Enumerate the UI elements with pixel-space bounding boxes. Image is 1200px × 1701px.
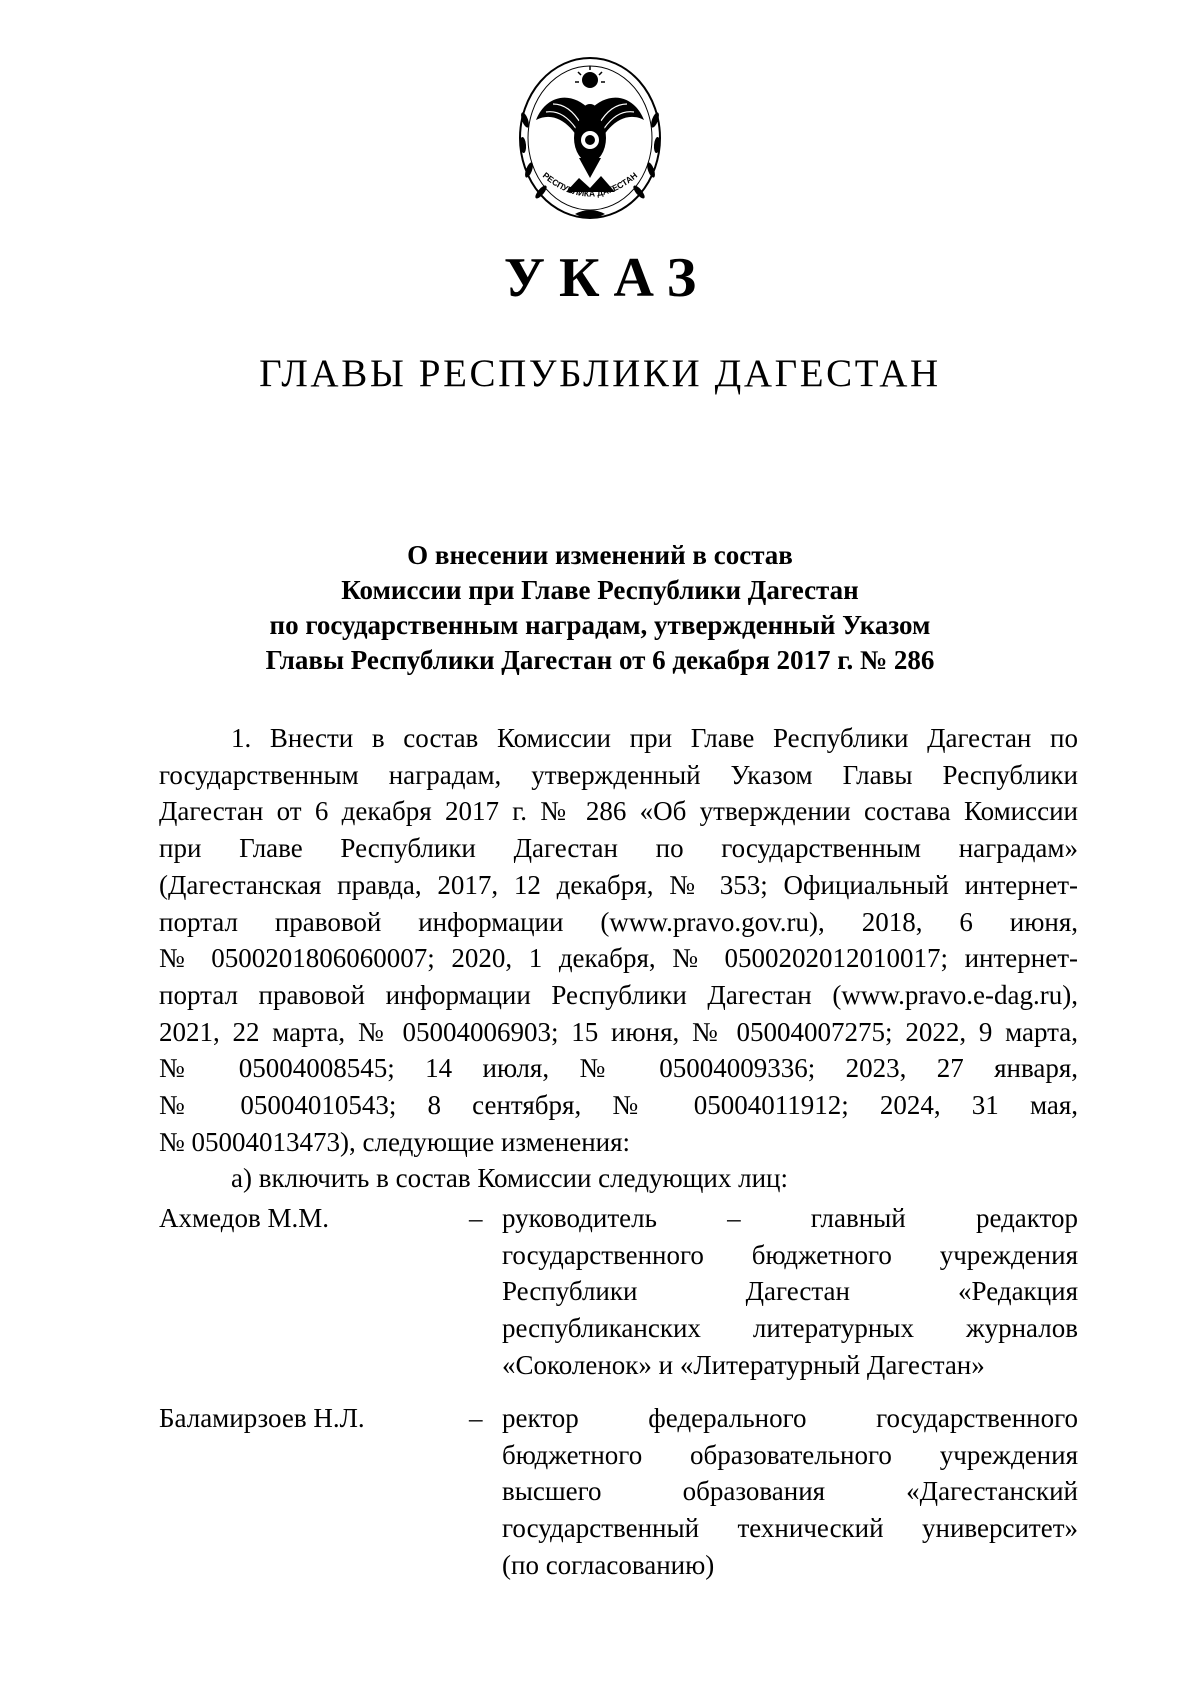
- subitem-a: а) включить в состав Комиссии следующих лиц:: [231, 1163, 789, 1194]
- paragraph-line: № 05004010543; 8 сентября, № 05004011912; 2024, 31 мая,: [159, 1090, 1078, 1121]
- member-position: [502, 1200, 1078, 1384]
- position-line: республиканских литературных журналов: [502, 1313, 1078, 1344]
- heading-line: Главы Республики Дагестан от 6 декабря 2017 г. № 286: [265, 645, 935, 675]
- paragraph-line: портал правовой информации Республики Дагестан (www.pravo.e-dag.ru),: [159, 979, 1078, 1010]
- position-line: бюджетного образовательного учреждения: [502, 1439, 1078, 1470]
- position-line: государственный технический университет»: [502, 1513, 1078, 1544]
- heading-line: по государственным наградам, утвержденный Указом: [269, 610, 931, 640]
- position-line: ректор федерального государственного: [502, 1403, 1078, 1433]
- decree-paragraph: [159, 720, 1078, 1197]
- paragraph-line: (Дагестанская правда, 2017, 12 декабря, № 353; Официальный интернет-: [159, 869, 1078, 900]
- position-line: (по согласованию): [502, 1549, 715, 1580]
- decree-heading: [150, 538, 1050, 678]
- heading-line: Комиссии при Главе Республики Дагестан: [341, 575, 859, 605]
- paragraph-line: № 05004013473), следующие изменения:: [159, 1126, 631, 1157]
- coat-of-arms-icon: [511, 50, 669, 226]
- paragraph-line: № 05004008545; 14 июля, № 05004009336; 2023, 27 января,: [159, 1053, 1078, 1084]
- position-line: «Соколенок» и «Литературный Дагестан»: [502, 1349, 985, 1380]
- position-line: государственного бюджетного учреждения: [502, 1239, 1078, 1270]
- position-line: руководитель – главный редактор: [502, 1203, 1078, 1233]
- member-dash: –: [469, 1403, 483, 1433]
- member-position: [502, 1400, 1078, 1584]
- paragraph-line: 1. Внести в состав Комиссии при Главе Республики Дагестан по: [231, 723, 1078, 753]
- member-name: Ахмедов М.М.: [159, 1203, 329, 1233]
- member-name: Баламирзоев Н.Л.: [159, 1403, 365, 1433]
- paragraph-line: 2021, 22 марта, № 05004006903; 15 июня, № 05004007275; 2022, 9 марта,: [159, 1016, 1078, 1047]
- heading-line: О внесении изменений в состав: [407, 540, 793, 570]
- paragraph-line: портал правовой информации (www.pravo.gov.ru), 2018, 6 июня,: [159, 906, 1078, 937]
- position-line: Республики Дагестан «Редакция: [502, 1276, 1078, 1307]
- member-dash: –: [469, 1203, 483, 1233]
- emblem-ribbon-text: РЕСПУБЛИКА ДАГЕСТАН: [540, 170, 640, 199]
- paragraph-line: Дагестан от 6 декабря 2017 г. № 286 «Об утверждении состава Комиссии: [159, 796, 1078, 827]
- document-type-title: УКАЗ: [503, 247, 711, 309]
- issuer-subtitle: ГЛАВЫ РЕСПУБЛИКИ ДАГЕСТАН: [259, 352, 941, 395]
- paragraph-line: при Главе Республики Дагестан по государственным наградам»: [159, 833, 1078, 864]
- position-line: высшего образования «Дагестанский: [502, 1476, 1078, 1507]
- paragraph-line: № 0500201806060007; 2020, 1 декабря, № 0500202012010017; интернет-: [159, 943, 1078, 974]
- paragraph-line: государственным наградам, утвержденный Указом Главы Республики: [159, 759, 1078, 790]
